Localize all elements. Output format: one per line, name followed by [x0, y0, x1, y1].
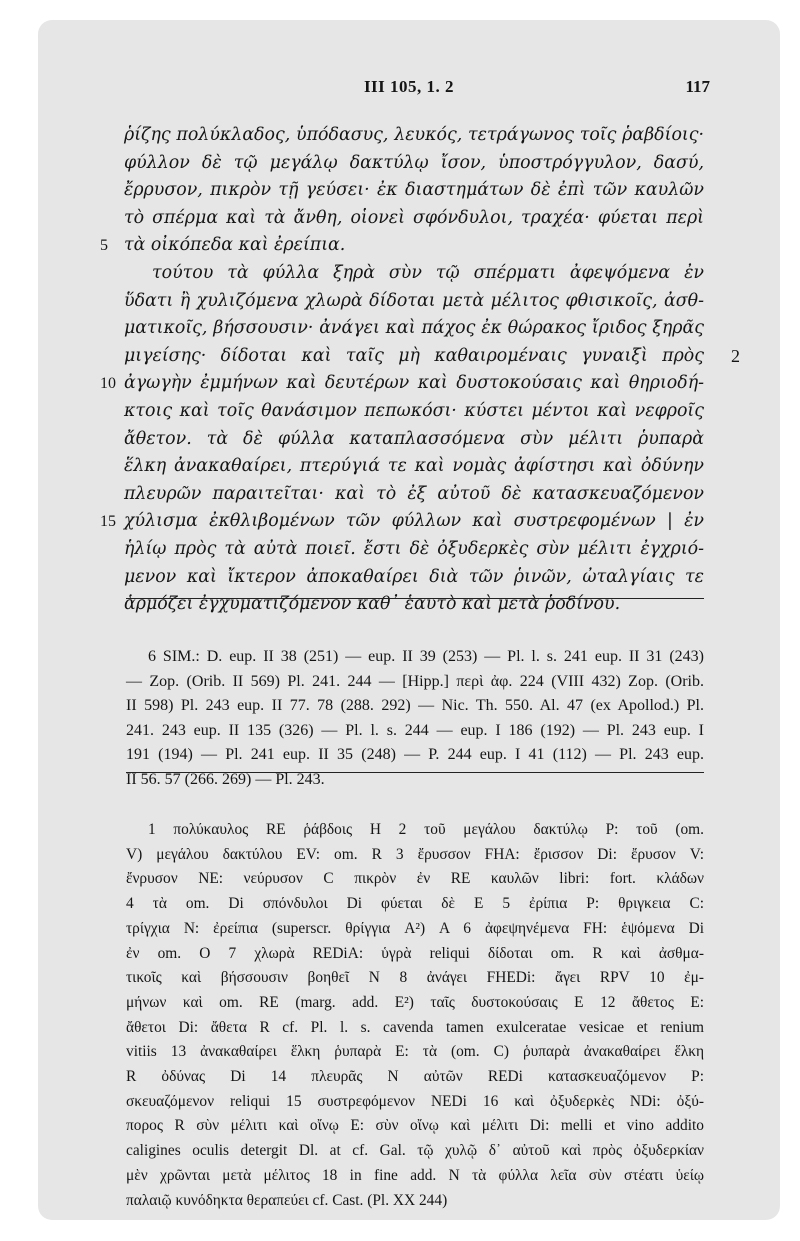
text-line: [124, 398, 704, 426]
testimonia-line: 6 SIM.: D. eup. II 38 (251) — eup. II 39 (253) — Pl. l. s. 241 eup. II 31 (243): [148, 648, 704, 665]
text-line-content: ἀγωγὴν ἐμμήνων καὶ δευτέρων καὶ δυστοκούσαις καὶ θηριοδή-: [124, 373, 704, 394]
text-line-content: μιγείσης· δίδοται καὶ ταῖς μὴ καθαιρομέναις γυναιξὶ πρὸς: [124, 345, 704, 366]
text-line: [124, 564, 704, 592]
text-line-content: ματικοῖς, βήσσουσιν· ἀνάγει καὶ πάχος ἐκ θώρακος ἴριδος ξηρᾶς: [124, 318, 704, 339]
text-line-content: ῥίζης πολύκλαδος, ὑπόδασυς, λευκός, τετράγωνος τοῖς ῥαβδίοις·: [124, 125, 704, 145]
apparatus-line: τικοῖς καὶ βήσσουσιν βοηθεῖ N 8 ἀνάγει FHEDi: ἄγει RPV 10 ἐμ-: [126, 969, 704, 987]
text-line: [124, 343, 740, 371]
apparatus-line: μήνων καὶ om. RE (marg. add. E²) ταῖς δυστοκούσαις E 12 ἄθετος E:: [126, 993, 704, 1011]
line-number: 15: [100, 513, 116, 531]
testimonia-line: 241. 243 eup. II 135 (326) — Pl. l. s. 244 — eup. I 186 (192) — Pl. 243 eup. I: [126, 721, 704, 739]
critical-apparatus-block: [126, 818, 704, 1213]
text-line: [124, 260, 704, 288]
apparatus-line: 4 τὰ om. Di σπόνδυλοι Di φύεται δὲ E 5 ἐρίπια P: θριγκεια C:: [126, 895, 704, 913]
apparatus-line: πορος R σὺν μέλιτι καὶ οἴνῳ E: σὺν οἴνῳ καὶ μέλιτι Di: melli et vino addito: [126, 1117, 704, 1135]
main-text-block: [100, 122, 740, 619]
text-line: [124, 591, 704, 619]
apparatus-line: V) μεγάλου δακτύλου EV: om. R 3 ἔρυσσον FHA: ἔρισσον Di: ἔρυσον V:: [126, 845, 704, 863]
text-line: [100, 508, 704, 536]
apparatus-line: caligines oculis detergit Dl. at cf. Gal. τῷ χυλῷ δ᾽ αὐτοῦ καὶ πρὸς ὀξυδερκίαν: [126, 1142, 704, 1160]
apparatus-line: ἄθετοι Di: ἄθετα R cf. Pl. l. s. cavenda tamen exulceratae vesicae et renium: [126, 1018, 704, 1036]
text-line-content: φύλλον δὲ τῷ μεγάλῳ δακτύλῳ ἴσον, ὑποστρόγγυλον, δασύ,: [124, 152, 704, 173]
text-line-content: τούτου τὰ φύλλα ξηρὰ σὺν τῷ σπέρματι ἀφεψόμενα ἐν: [152, 262, 704, 283]
apparatus-line: ἔνρυσον NE: νεύρυσον C πικρὸν ἐν RE καυλῶν libri: fort. κλάδων: [126, 870, 704, 888]
margin-section-number: 2: [731, 345, 740, 366]
text-line-content: ὕδατι ἢ χυλιζόμενα χλωρὰ δίδοται μετὰ μέλιτος φθισικοῖς, ἀσθ-: [124, 290, 704, 311]
text-line: [124, 453, 704, 481]
text-line: [124, 536, 704, 564]
page-number: 117: [685, 77, 710, 96]
text-line-content: χύλισμα ἐκθλιβομένων τῶν φύλλων καὶ συστρεφομένων | ἐν: [124, 511, 704, 532]
text-line: [124, 426, 704, 454]
testimonia-line: II 598) Pl. 243 eup. II 77. 78 (288. 292) — Nic. Th. 550. Al. 47 (ex Apollod.) Pl.: [126, 697, 704, 715]
apparatus-line: ἐν om. O 7 χλωρὰ REDiA: ὑγρὰ reliqui δίδοται om. R καὶ ἀσθμα-: [126, 944, 704, 962]
line-number: 5: [100, 237, 108, 255]
text-line: [124, 177, 704, 205]
testimonia-line: II 56. 57 (266. 269) — Pl. 243.: [126, 770, 325, 788]
text-line-content: ἡλίῳ πρὸς τὰ αὐτὰ ποιεῖ. ἔστι δὲ ὀξυδερκὲς σὺν μέλιτι ἐγχριό-: [124, 538, 704, 559]
book-page: [38, 20, 780, 1220]
text-line-content: ἁρμόζει ἐγχυματιζόμενον καθ᾽ ἑαυτὸ καὶ μετὰ ῥοδίνου.: [124, 594, 621, 615]
text-line-content: μενον καὶ ἴκτερον ἀποκαθαίρει διὰ τῶν ῥινῶν, ὠταλγίαις τε: [124, 566, 704, 587]
text-line: [124, 150, 704, 178]
text-line-content: ἕλκη ἀνακαθαίρει, πτερύγιά τε καὶ νομὰς ἀφίστησι καὶ ὀδύνην: [124, 456, 704, 477]
text-line-content: κτοις καὶ τοῖς θανάσιμον πεπωκόσι· κύστει μέντοι καὶ νεφροῖς: [124, 400, 704, 421]
apparatus-line: vitiis 13 ἀνακαθαίρει ἕλκη ῥυπαρὰ E: τὰ (om. C) ῥυπαρὰ ἀνακαθαίρει ἕλκη: [126, 1043, 704, 1061]
apparatus-line: παλαιῷ κυνόδηκτα θεραπεύει cf. Cast. (Pl. XX 244): [126, 1191, 448, 1209]
apparatus-line: σκευαζόμενον reliqui 15 συστρεφόμενον NEDi 16 καὶ ὀξυδερκὲς NDi: ὀξύ-: [126, 1092, 704, 1110]
text-line-content: πλευρῶν παραιτεῖται· καὶ τὸ ἐξ αὐτοῦ δὲ κατασκευαζόμενον: [124, 483, 704, 504]
testimonia-line: 191 (194) — Pl. 241 eup. II 35 (248) — P. 244 eup. I 41 (112) — Pl. 243 eup.: [126, 746, 704, 764]
text-line: [100, 232, 704, 260]
apparatus-line: μὲν χρῶνται μετὰ μέλιτος 18 in fine add. N τὰ φύλλα λεῖα σὺν στέατι ὑείῳ: [126, 1166, 704, 1184]
apparatus-line: τρίγχια N: ἐρείπια (superscr. θρίγγια A²) A 6 ἀφεψηνέμενα FH: ἑψόμενα Di: [126, 919, 704, 937]
text-line: [100, 370, 704, 398]
apparatus-line: 1 πολύκαυλος RE ῥάβδοις H 2 τοῦ μεγάλου δακτύλῳ P: τοῦ (om.: [148, 821, 704, 838]
apparatus-line: R ὀδύνας Di 14 πλευρᾶς N αὐτῶν REDi κατασκευαζόμενον P:: [126, 1068, 704, 1086]
testimonia-line: — Zop. (Orib. II 569) Pl. 241. 244 — [Hipp.] περὶ ἀφ. 224 (VIII 432) Zop. (Orib.: [126, 672, 704, 690]
text-line: [124, 481, 704, 509]
text-line: [124, 122, 704, 150]
text-line: [124, 288, 704, 316]
testimonia-block: [126, 645, 704, 793]
text-line-content: τὰ οἰκόπεδα καὶ ἐρείπια.: [124, 235, 346, 256]
testimonia-divider: [126, 598, 704, 599]
text-line-content: τὸ σπέρμα καὶ τὰ ἄνθη, οἱονεὶ σφόνδυλοι, τραχέα· φύεται περὶ: [124, 207, 704, 228]
line-number: 10: [100, 375, 116, 393]
text-line-content: ἔρρυσον, πικρὸν τῇ γεύσει· ἐκ διαστημάτων δὲ ἐπὶ τῶν καυλῶν: [124, 180, 704, 201]
apparatus-divider: [126, 772, 704, 773]
text-line-content: ἄθετον. τὰ δὲ φύλλα καταπλασσόμενα σὺν μέλιτι ῥυπαρὰ: [124, 428, 704, 449]
page-header: [38, 77, 780, 101]
text-line: [124, 315, 704, 343]
text-line: [124, 205, 704, 233]
running-head: III 105, 1. 2: [363, 77, 455, 96]
